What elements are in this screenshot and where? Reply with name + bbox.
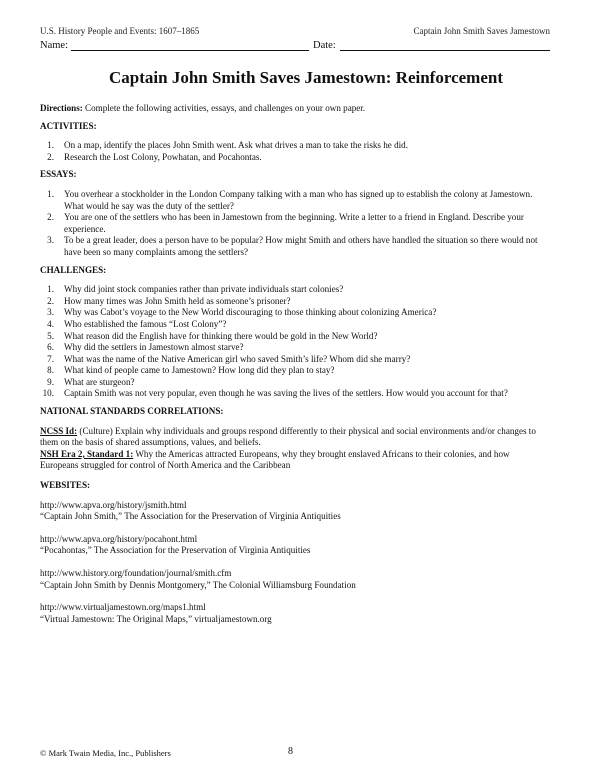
essays-list [40,189,550,259]
running-header-right: Captain John Smith Saves Jamestown [413,26,550,36]
running-header-left: U.S. History People and Events: 1607–1865 [40,26,200,36]
item-text: What are sturgeon? [64,376,135,387]
item-text: Why did joint stock companies rather than private individuals start colonies? [64,284,344,295]
item-text: You are one of the settlers who has been in Jamestown from the beginning. Write a letter to a friend in England. Describe your experience. [64,212,524,234]
website-entry [40,568,550,591]
item-text: To be a great leader, does a person have to be popular? How might Smith and others have handled the situation so there would not have been so many complaints among the settlers? [64,235,538,257]
item-number: 8. [47,365,54,376]
item-number: 5. [47,330,54,341]
standards-list [40,426,550,472]
item-text: What kind of people came to Jamestown? How long did they plan to stay? [64,365,335,376]
list-item [40,342,550,354]
challenges-heading: CHALLENGES: [40,264,107,275]
item-text: What reason did the English have for thinking there would be gold in the New World? [64,330,378,341]
item-number: 3. [47,307,54,318]
list-item [40,140,550,152]
list-item [40,365,550,377]
website-description: “Virtual Jamestown: The Original Maps,” virtualjamestown.org [40,613,272,624]
name-label: Name: [40,40,68,51]
standard-entry [40,426,550,449]
websites-heading: WEBSITES: [40,480,91,491]
item-number: 6. [47,342,54,353]
website-description: “Captain John Smith by Dennis Montgomery,” The Colonial Williamsburg Foundation [40,579,356,590]
item-text: Captain Smith was not very popular, even though he was saving the lives of the settlers. How would you account for that? [64,388,508,399]
item-number: 4. [47,318,54,329]
website-url[interactable]: http://www.apva.org/history/pocahont.html [40,533,198,544]
essays-heading: ESSAYS: [40,169,77,180]
website-url[interactable]: http://www.virtualjamestown.org/maps1.html [40,602,206,613]
item-number: 3. [47,235,54,246]
list-item [40,307,550,319]
item-text: Research the Lost Colony, Powhatan, and Pocahontas. [64,151,262,162]
challenges-list [40,284,550,400]
website-entry [40,534,550,557]
list-item [40,212,550,235]
item-number: 1. [47,140,54,151]
website-url[interactable]: http://www.history.org/foundation/journal/smith.cfm [40,568,232,578]
item-text: What was the name of the Native American girl who saved Smith’s life? Whom did she marry? [64,353,411,364]
date-line[interactable] [340,40,550,51]
item-number: 1. [47,188,54,199]
directions-label: Directions: [40,103,83,113]
standard-code: NCSS Id: [40,425,78,436]
item-number: 2. [47,295,54,306]
directions [40,103,550,115]
activities-list [40,140,550,163]
page-title: Captain John Smith Saves Jamestown: Reinforcement [109,68,503,87]
websites-list [40,500,550,626]
list-item [40,189,550,212]
item-text: How many times was John Smith held as someone’s prisoner? [64,295,291,306]
list-item [40,319,550,331]
item-number: 9. [47,376,54,387]
item-text: Why was Cabot’s voyage to the New World discouraging to those thinking about colonizing America? [64,307,437,318]
list-item [40,152,550,164]
item-number: 10. [42,388,54,399]
item-number: 1. [47,284,54,295]
list-item [40,377,550,389]
list-item [40,331,550,343]
item-text: Why did the settlers in Jamestown almost starve? [64,342,244,353]
date-label: Date: [313,40,336,51]
item-number: 2. [47,212,54,223]
website-description: “Pocahontas,” The Association for the Preservation of Virginia Antiquities [40,545,311,556]
item-text: You overhear a stockholder in the London Company talking with a man who has signed up to establish the colony at Jamestown. What would he say was the duty of the settler? [64,188,533,211]
standard-entry [40,449,550,472]
activities-heading: ACTIVITIES: [40,120,97,131]
website-entry [40,602,550,625]
item-text: Who established the famous “Lost Colony”? [64,318,227,329]
standard-text: Why the Americas attracted Europeans, why they brought enslaved Africans to their colonies, and how Europeans struggled for control of North America and the Caribbean [40,448,510,471]
list-item [40,235,550,258]
name-date-row [40,40,550,51]
list-item [40,354,550,366]
item-text: On a map, identify the places John Smith went. Ask what drives a man to take the risks he did. [64,140,408,151]
list-item [40,296,550,308]
standard-text: (Culture) Explain why individuals and groups respond differently to their physical and social environments and/or changes to them on the basis of shared assumptions, values, and beliefs. [40,425,536,448]
directions-text: Complete the following activities, essays, and challenges on your own paper. [82,103,366,113]
website-entry [40,500,550,523]
list-item [40,388,550,400]
website-url[interactable]: http://www.apva.org/history/jsmith.html [40,499,187,510]
page-number: 8 [288,746,293,757]
website-description: “Captain John Smith,” The Association for the Preservation of Virginia Antiquities [40,511,341,522]
list-item [40,284,550,296]
name-line[interactable] [71,40,309,51]
worksheet-content [40,103,550,636]
item-number: 7. [47,353,54,364]
standards-heading: NATIONAL STANDARDS CORRELATIONS: [40,406,224,417]
standard-code: NSH Era 2, Standard 1: [40,448,134,459]
item-number: 2. [47,151,54,162]
publisher-footer: © Mark Twain Media, Inc., Publishers [40,748,171,758]
